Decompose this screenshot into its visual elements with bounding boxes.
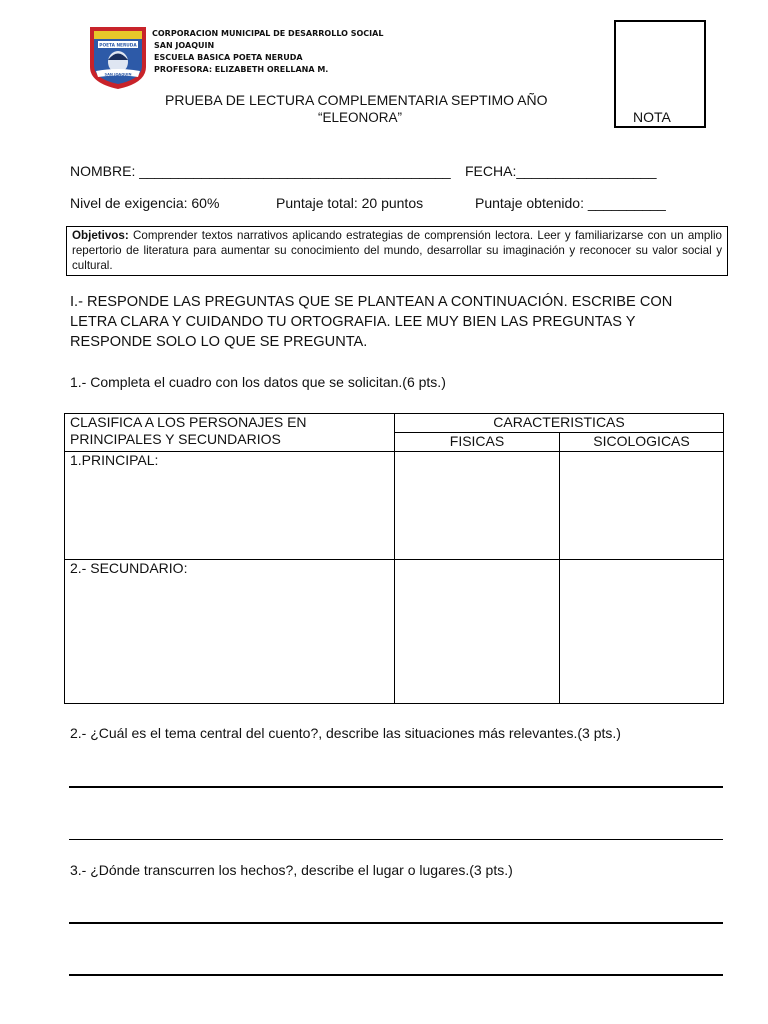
exigency-level: Nivel de exigencia: 60% <box>70 195 220 211</box>
logo-subtext: SAN JOAQUIN <box>104 72 132 77</box>
logo-text: POETA NERUDA <box>99 43 137 49</box>
objectives-box <box>66 226 728 276</box>
row-secondary-character[interactable]: 2.- SECUNDARIO: <box>65 560 395 704</box>
test-title: PRUEBA DE LECTURA COMPLEMENTARIA SEPTIMO AÑO <box>165 92 548 108</box>
row-main-character[interactable]: 1.PRINCIPAL: <box>65 452 395 560</box>
instructions: I.- RESPONDE LAS PREGUNTAS QUE SE PLANTEAN A CONTINUACIÓN. ESCRIBE CON LETRA CLARA Y CUIDANDO TU ORTOGRAFIA. LEE MUY BIEN LAS PREGUNTAS Y RESPONDE SOLO LO QUE SE PREGUNTA. <box>70 294 673 350</box>
table-header-psychological: SICOLOGICAS <box>560 433 724 452</box>
grade-label: NOTA <box>633 109 671 125</box>
answer-line[interactable] <box>69 786 723 788</box>
header-line: CLASIFICA A LOS PERSONAJES EN <box>70 414 307 430</box>
cell-main-psychological[interactable] <box>560 452 724 560</box>
answer-line[interactable] <box>69 839 723 840</box>
obtained-score-field[interactable]: Puntaje obtenido: __________ <box>475 195 666 211</box>
question-1: 1.- Completa el cuadro con los datos que se solicitan.(6 pts.) <box>70 374 446 390</box>
table-header-characteristics: CARACTERISTICAS <box>395 414 724 433</box>
institution-line: CORPORACION MUNICIPAL DE DESARROLLO SOCIAL <box>152 29 384 38</box>
objectives-text: Comprender textos narrativos aplicando estrategias de comprensión lectora. Leer y familiarizarse con un amplio repertorio de literatura para aumentar su conocimiento del mundo, desarrollar su imaginación y reconocer su valor social y cultural. <box>72 229 722 272</box>
total-score: Puntaje total: 20 puntos <box>276 195 424 211</box>
date-field[interactable]: FECHA:__________________ <box>465 163 657 179</box>
cell-secondary-psychological[interactable] <box>560 560 724 704</box>
question-3: 3.- ¿Dónde transcurren los hechos?, describe el lugar o lugares.(3 pts.) <box>70 862 513 878</box>
name-field[interactable]: NOMBRE: ________________________________________ <box>70 163 451 179</box>
table-header-classify <box>65 414 395 452</box>
institution-line: ESCUELA BASICA POETA NERUDA <box>154 53 303 62</box>
objectives-label: Objetivos: <box>72 229 129 242</box>
institution-block <box>152 28 383 76</box>
book-title: “ELEONORA” <box>318 110 403 125</box>
institution-line: SAN JOAQUIN <box>154 41 215 50</box>
characters-table <box>64 413 724 704</box>
answer-line[interactable] <box>69 922 723 924</box>
answer-line[interactable] <box>69 974 723 976</box>
header-line: PRINCIPALES Y SECUNDARIOS <box>70 431 281 447</box>
cell-secondary-physical[interactable] <box>395 560 560 704</box>
table-header-physical: FISICAS <box>395 433 560 452</box>
question-2: 2.- ¿Cuál es el tema central del cuento?, describe las situaciones más relevantes.(3 pts.) <box>70 725 621 741</box>
school-crest-logo <box>88 25 148 91</box>
cell-main-physical[interactable] <box>395 452 560 560</box>
institution-line: PROFESORA: ELIZABETH ORELLANA M. <box>154 65 329 74</box>
